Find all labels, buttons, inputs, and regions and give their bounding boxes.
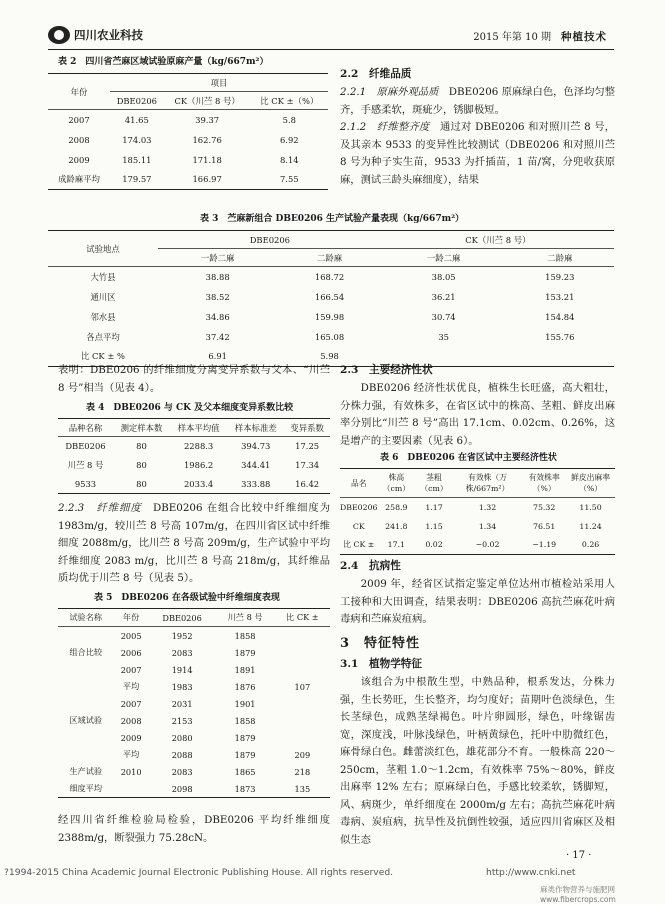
section-3-1-heading: 3.1 植物学特征 [340, 658, 422, 670]
table3: 试验地点 DBE0206 CK（川苎 8 号） 一龄二麻 二龄麻 一龄二麻 二龄麻 大竹县 38.88 168.72 38.05 159.23 通川区 38.52 166.54 36.21 153.21 邻水县 34.86 159.98 30.74 154.84 各点平均 37.42 165.08 35 155.76 比 CK ± % 6.91 5.98 [48, 230, 614, 367]
footer-copyright: ?1994-2015 China Academic Journal Electronic Publishing House. All rights reserved. [4, 867, 394, 878]
table5: 试验名称 年份 DBE0206 川苎 8 号 比 CK ± 2005 1952 1858 组合比较 2006 2083 1879 2007 1914 1891 平均 1983 1876 107 2007 2031 1901 区域试验 2008 2153 1858 2009 2080 1879 平均 2088 1879 209 生产试验 2010 2083 1865 218 细度平均 2098 1873 135 [58, 608, 330, 798]
section-2-4-text: 2009 年，经省区试指定鉴定单位达州市植检站采用人工接种和大田调查，结果表明：DBE0206 高抗苎麻花叶病毒病和苎麻炭疽病。 [340, 578, 615, 625]
table2-col-item: 项目 [110, 74, 328, 92]
journal-logo-icon [48, 26, 70, 44]
section-3-heading: 3 特征特性 [340, 636, 421, 651]
section-2-4-heading: 2.4 抗病性 [340, 560, 401, 572]
journal-logo: 四川农业科技 [48, 26, 143, 44]
header-rule [48, 49, 614, 50]
table6: 品名 株高（cm） 茎粗（cm） 有效株（万株/667m²） 有效株率（%） 鲜皮出麻率（%） DBE0206 258.9 1.17 1.32 75.32 11.50 CK 241.8 1.15 1.34 76.51 11.24 比 CK ± 17.1 0.02 −0.02 −1.19 0.26 [340, 468, 615, 555]
section-2-3-text: DBE0206 经济性状优良，植株生长旺盛，高大粗壮，分株力强，有效株多，在省区试中的株高、茎粗、鲜皮出麻率分别比“川苎 8 号”高出 17.1cm、0.02cm、0.26%，这是增产的主要因素（见表 6）。 [340, 382, 615, 447]
watermark: 麻类作物营养与施肥网 www.fibercrops.com [540, 885, 616, 904]
table2-col-year: 年份 [48, 74, 110, 110]
section-2-3-heading: 2.3 主要经济性状 [340, 364, 433, 376]
fiber-variation-text: 表明：DBE0206 的纤维细度分离变异系数与父本、“川苎 8 号”相当（见表 4）。 [58, 364, 330, 394]
table6-caption: 表 6 DBE0206 在省区试中主要经济性状 [380, 453, 557, 463]
section-2-2-text: 2.2.1 原麻外观品质 DBE0206 原麻绿白色，色泽均匀整齐，手感柔软，斑疵少，锈脚极短。 2.1.2 纤维整齐度 通过对 DBE0206 和对照川苎 8 号，及其亲本 9533 的变异性比较测试（DBE0206 和对照川苎 8 号为种子实生苗，9533 为扦插苗，1 苗/窝，分兜收获原麻，测试三龄头麻细度），结果 [340, 86, 616, 186]
section-2-2-3: 2.2.3 纤维细度 DBE0206 在组合比较中纤维细度为 1983m/g，较川苎 8 号高 107m/g，在四川省区试中纤维细度 2088m/g，比川苎 8 号高 209m/g，生产试验中平均纤维细度 2083 m/g，比川苎 8 号高 218m/g，其纤维品质均优于川苎 8 号（见表 5）。 [58, 502, 331, 584]
page-number: · 17 · [566, 850, 592, 861]
table2: 年份 项目 DBE0206 CK（川苎 8 号） 比 CK ±（%） 2007 41.65 39.37 5.8 2008 174.03 162.76 6.92 2009 185.11 171.18 8.14 成龄麻平均 179.57 166.97 7.55 [48, 73, 328, 190]
section-3-1-text: 该组合为中根散生型，中熟品种，根系发达，分株力强，生长势旺，生长整齐，均匀度好；苗期叶色淡绿色，生长茎绿色，成熟茎绿褐色。叶片卵圆形，绿色，叶缘锯齿宽，深度浅，叶脉浅绿色，叶柄黄绿色，托叶中肋微红色，麻骨绿白色。雌蕾淡红色，雄花部分不育。一般株高 220～250cm，茎粗 1.0～1.2cm，有效株率 75%～80%，鲜皮出麻率 12% 左右；原麻绿白色，手感比较柔软，锈脚短，风、病斑少，单纤细度在 2000m/g 左右；高抗苎麻花叶病毒病、炭疽病，抗旱性及抗倒性较强，适应四川省麻区及相似生态 [340, 676, 615, 846]
issue-header: 2015 年第 10 期 种植技术 [473, 31, 607, 43]
fiber-inspection-text: 经四川省纤维检验局检验，DBE0206 平均纤维细度 2388m/g，断裂强力 75.28cN。 [58, 814, 330, 844]
footer-site[interactable]: http://www.cnki.net [486, 867, 576, 878]
table4-caption: 表 4 DBE0206 与 CK 及父本细度变异系数比较 [86, 403, 294, 413]
table4: 品种名称 测定样本数 样本平均值 样本标准差 变异系数 DBE0206 80 2288.3 394.73 17.25 川苎 8 号 80 1986.2 344.41 17.34 9533 80 2033.4 333.88 16.42 [58, 418, 330, 494]
table3-caption: 表 3 苎麻新组合 DBE0206 生产试验产量表现（kg/667m²） [200, 214, 465, 224]
table5-caption: 表 5 DBE0206 在各级试验中纤维细度表现 [94, 593, 280, 603]
table2-caption: 表 2 四川省苎麻区域试验原麻产量（kg/667m²） [58, 57, 269, 67]
section-2-2-heading: 2.2 纤维品质 [340, 68, 412, 80]
